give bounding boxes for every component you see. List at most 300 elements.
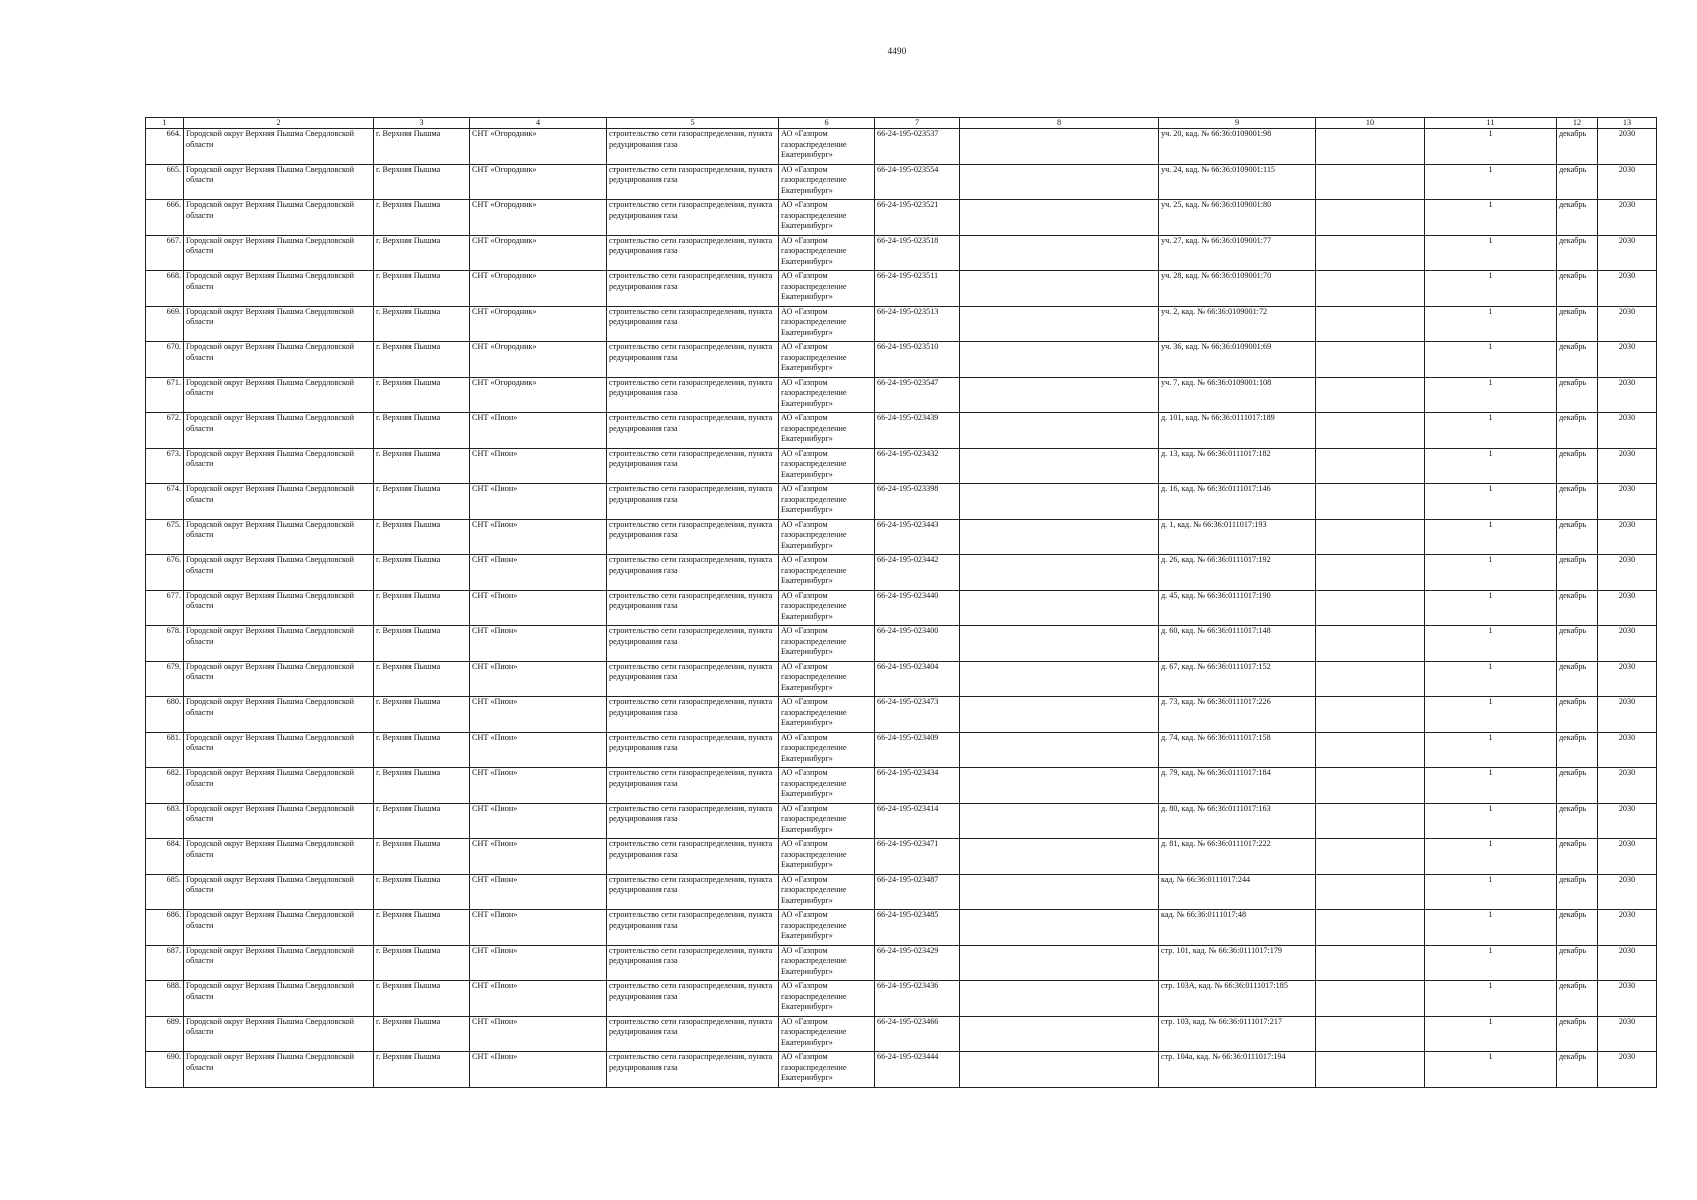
quantity-cell: 1 xyxy=(1425,484,1557,520)
column-header: 11 xyxy=(1425,118,1557,129)
territory-cell: СНТ «Пион» xyxy=(470,839,607,875)
table-row xyxy=(146,306,1657,342)
address-cell: уч. 2, кад. № 66:36:0109001:72 xyxy=(1159,306,1316,342)
registry-code-cell: 66-24-195-023513 xyxy=(875,306,960,342)
municipality-cell: Городской округ Верхняя Пышма Свердловской области xyxy=(184,661,374,697)
column-number-header-row xyxy=(146,118,1657,129)
year-cell: 2030 xyxy=(1598,342,1657,378)
municipality-cell: Городской округ Верхняя Пышма Свердловской области xyxy=(184,200,374,236)
work-description-cell: строительство сети газораспределения, пункта редуцирования газа xyxy=(607,910,779,946)
organization-cell: АО «Газпром газораспределение Екатеринбург» xyxy=(779,839,875,875)
territory-cell: СНТ «Пион» xyxy=(470,484,607,520)
organization-cell: АО «Газпром газораспределение Екатеринбург» xyxy=(779,874,875,910)
year-cell: 2030 xyxy=(1598,519,1657,555)
column-8-cell xyxy=(960,342,1159,378)
column-8-cell xyxy=(960,697,1159,733)
page-number: 4490 xyxy=(887,46,907,56)
address-cell: д. 60, кад. № 66:36:0111017:148 xyxy=(1159,626,1316,662)
territory-cell: СНТ «Пион» xyxy=(470,945,607,981)
municipality-cell: Городской округ Верхняя Пышма Свердловской области xyxy=(184,129,374,165)
year-cell: 2030 xyxy=(1598,768,1657,804)
row-number: 690. xyxy=(146,1052,184,1088)
organization-cell: АО «Газпром газораспределение Екатеринбург» xyxy=(779,1016,875,1052)
month-cell: декабрь xyxy=(1557,448,1598,484)
quantity-cell: 1 xyxy=(1425,555,1557,591)
quantity-cell: 1 xyxy=(1425,129,1557,165)
registry-code-cell: 66-24-195-023434 xyxy=(875,768,960,804)
registry-code-cell: 66-24-195-023511 xyxy=(875,271,960,307)
month-cell: декабрь xyxy=(1557,519,1598,555)
organization-cell: АО «Газпром газораспределение Екатеринбург» xyxy=(779,235,875,271)
registry-code-cell: 66-24-195-023466 xyxy=(875,1016,960,1052)
territory-cell: СНТ «Огородник» xyxy=(470,271,607,307)
registry-code-cell: 66-24-195-023429 xyxy=(875,945,960,981)
row-number: 670. xyxy=(146,342,184,378)
settlement-cell: г. Верхняя Пышма xyxy=(374,519,470,555)
municipality-cell: Городской округ Верхняя Пышма Свердловской области xyxy=(184,981,374,1017)
table-row xyxy=(146,555,1657,591)
column-8-cell xyxy=(960,413,1159,449)
organization-cell: АО «Газпром газораспределение Екатеринбург» xyxy=(779,803,875,839)
month-cell: декабрь xyxy=(1557,910,1598,946)
table-row xyxy=(146,697,1657,733)
month-cell: декабрь xyxy=(1557,626,1598,662)
municipality-cell: Городской округ Верхняя Пышма Свердловской области xyxy=(184,945,374,981)
registry-code-cell: 66-24-195-023432 xyxy=(875,448,960,484)
column-10-cell xyxy=(1316,129,1425,165)
table-row xyxy=(146,874,1657,910)
year-cell: 2030 xyxy=(1598,413,1657,449)
organization-cell: АО «Газпром газораспределение Екатеринбург» xyxy=(779,164,875,200)
territory-cell: СНТ «Пион» xyxy=(470,448,607,484)
work-description-cell: строительство сети газораспределения, пункта редуцирования газа xyxy=(607,555,779,591)
quantity-cell: 1 xyxy=(1425,768,1557,804)
territory-cell: СНТ «Пион» xyxy=(470,697,607,733)
work-description-cell: строительство сети газораспределения, пункта редуцирования газа xyxy=(607,768,779,804)
column-10-cell xyxy=(1316,448,1425,484)
quantity-cell: 1 xyxy=(1425,200,1557,236)
table-row xyxy=(146,590,1657,626)
settlement-cell: г. Верхняя Пышма xyxy=(374,271,470,307)
column-header: 5 xyxy=(607,118,779,129)
row-number: 686. xyxy=(146,910,184,946)
organization-cell: АО «Газпром газораспределение Екатеринбург» xyxy=(779,1052,875,1088)
quantity-cell: 1 xyxy=(1425,306,1557,342)
column-header: 10 xyxy=(1316,118,1425,129)
territory-cell: СНТ «Пион» xyxy=(470,1052,607,1088)
column-10-cell xyxy=(1316,164,1425,200)
organization-cell: АО «Газпром газораспределение Екатеринбург» xyxy=(779,306,875,342)
work-description-cell: строительство сети газораспределения, пункта редуцирования газа xyxy=(607,377,779,413)
address-cell: уч. 25, кад. № 66:36:0109001:80 xyxy=(1159,200,1316,236)
row-number: 676. xyxy=(146,555,184,591)
quantity-cell: 1 xyxy=(1425,377,1557,413)
municipality-cell: Городской округ Верхняя Пышма Свердловской области xyxy=(184,235,374,271)
year-cell: 2030 xyxy=(1598,306,1657,342)
work-description-cell: строительство сети газораспределения, пункта редуцирования газа xyxy=(607,306,779,342)
address-cell: стр. 101, кад. № 66:36:0111017:179 xyxy=(1159,945,1316,981)
quantity-cell: 1 xyxy=(1425,732,1557,768)
organization-cell: АО «Газпром газораспределение Екатеринбург» xyxy=(779,271,875,307)
territory-cell: СНТ «Огородник» xyxy=(470,129,607,165)
year-cell: 2030 xyxy=(1598,377,1657,413)
month-cell: декабрь xyxy=(1557,803,1598,839)
year-cell: 2030 xyxy=(1598,1052,1657,1088)
gasification-schedule-table xyxy=(145,117,1657,1088)
table-row xyxy=(146,839,1657,875)
settlement-cell: г. Верхняя Пышма xyxy=(374,981,470,1017)
municipality-cell: Городской округ Верхняя Пышма Свердловской области xyxy=(184,519,374,555)
row-number: 671. xyxy=(146,377,184,413)
column-header: 8 xyxy=(960,118,1159,129)
registry-code-cell: 66-24-195-023439 xyxy=(875,413,960,449)
territory-cell: СНТ «Пион» xyxy=(470,732,607,768)
organization-cell: АО «Газпром газораспределение Екатеринбург» xyxy=(779,413,875,449)
registry-code-cell: 66-24-195-023398 xyxy=(875,484,960,520)
territory-cell: СНТ «Пион» xyxy=(470,981,607,1017)
work-description-cell: строительство сети газораспределения, пункта редуцирования газа xyxy=(607,129,779,165)
work-description-cell: строительство сети газораспределения, пункта редуцирования газа xyxy=(607,839,779,875)
registry-code-cell: 66-24-195-023547 xyxy=(875,377,960,413)
registry-code-cell: 66-24-195-023473 xyxy=(875,697,960,733)
work-description-cell: строительство сети газораспределения, пункта редуцирования газа xyxy=(607,342,779,378)
column-10-cell xyxy=(1316,342,1425,378)
row-number: 673. xyxy=(146,448,184,484)
work-description-cell: строительство сети газораспределения, пункта редуцирования газа xyxy=(607,590,779,626)
month-cell: декабрь xyxy=(1557,590,1598,626)
column-10-cell xyxy=(1316,803,1425,839)
address-cell: д. 74, кад. № 66:36:0111017:158 xyxy=(1159,732,1316,768)
municipality-cell: Городской округ Верхняя Пышма Свердловской области xyxy=(184,768,374,804)
year-cell: 2030 xyxy=(1598,803,1657,839)
table-row xyxy=(146,342,1657,378)
registry-code-cell: 66-24-195-023518 xyxy=(875,235,960,271)
table-body xyxy=(146,129,1657,1088)
table-row xyxy=(146,768,1657,804)
work-description-cell: строительство сети газораспределения, пункта редуцирования газа xyxy=(607,697,779,733)
row-number: 680. xyxy=(146,697,184,733)
year-cell: 2030 xyxy=(1598,661,1657,697)
year-cell: 2030 xyxy=(1598,200,1657,236)
month-cell: декабрь xyxy=(1557,377,1598,413)
address-cell: стр. 103, кад. № 66:36:0111017:217 xyxy=(1159,1016,1316,1052)
territory-cell: СНТ «Пион» xyxy=(470,910,607,946)
month-cell: декабрь xyxy=(1557,484,1598,520)
column-10-cell xyxy=(1316,768,1425,804)
column-8-cell xyxy=(960,129,1159,165)
year-cell: 2030 xyxy=(1598,484,1657,520)
table-row xyxy=(146,448,1657,484)
address-cell: д. 79, кад. № 66:36:0111017:184 xyxy=(1159,768,1316,804)
work-description-cell: строительство сети газораспределения, пункта редуцирования газа xyxy=(607,235,779,271)
row-number: 677. xyxy=(146,590,184,626)
organization-cell: АО «Газпром газораспределение Екатеринбург» xyxy=(779,661,875,697)
column-10-cell xyxy=(1316,271,1425,307)
column-10-cell xyxy=(1316,484,1425,520)
settlement-cell: г. Верхняя Пышма xyxy=(374,945,470,981)
registry-code-cell: 66-24-195-023409 xyxy=(875,732,960,768)
municipality-cell: Городской округ Верхняя Пышма Свердловской области xyxy=(184,839,374,875)
registry-code-cell: 66-24-195-023404 xyxy=(875,661,960,697)
organization-cell: АО «Газпром газораспределение Екатеринбург» xyxy=(779,555,875,591)
address-cell: д. 26, кад. № 66:36:0111017:192 xyxy=(1159,555,1316,591)
column-8-cell xyxy=(960,910,1159,946)
column-8-cell xyxy=(960,626,1159,662)
settlement-cell: г. Верхняя Пышма xyxy=(374,732,470,768)
work-description-cell: строительство сети газораспределения, пункта редуцирования газа xyxy=(607,448,779,484)
quantity-cell: 1 xyxy=(1425,697,1557,733)
quantity-cell: 1 xyxy=(1425,448,1557,484)
settlement-cell: г. Верхняя Пышма xyxy=(374,626,470,662)
quantity-cell: 1 xyxy=(1425,271,1557,307)
municipality-cell: Городской округ Верхняя Пышма Свердловской области xyxy=(184,306,374,342)
municipality-cell: Городской округ Верхняя Пышма Свердловской области xyxy=(184,413,374,449)
month-cell: декабрь xyxy=(1557,200,1598,236)
address-cell: д. 45, кад. № 66:36:0111017:190 xyxy=(1159,590,1316,626)
month-cell: декабрь xyxy=(1557,697,1598,733)
table-row xyxy=(146,200,1657,236)
registry-code-cell: 66-24-195-023510 xyxy=(875,342,960,378)
column-8-cell xyxy=(960,768,1159,804)
organization-cell: АО «Газпром газораспределение Екатеринбург» xyxy=(779,590,875,626)
table-row xyxy=(146,1052,1657,1088)
address-cell: кад. № 66:36:0111017:48 xyxy=(1159,910,1316,946)
column-10-cell xyxy=(1316,945,1425,981)
row-number: 681. xyxy=(146,732,184,768)
quantity-cell: 1 xyxy=(1425,164,1557,200)
registry-code-cell: 66-24-195-023521 xyxy=(875,200,960,236)
row-number: 683. xyxy=(146,803,184,839)
settlement-cell: г. Верхняя Пышма xyxy=(374,555,470,591)
month-cell: декабрь xyxy=(1557,235,1598,271)
registry-code-cell: 66-24-195-023400 xyxy=(875,626,960,662)
row-number: 669. xyxy=(146,306,184,342)
municipality-cell: Городской округ Верхняя Пышма Свердловской области xyxy=(184,1016,374,1052)
address-cell: д. 101, кад. № 66:36:0111017:189 xyxy=(1159,413,1316,449)
territory-cell: СНТ «Огородник» xyxy=(470,342,607,378)
row-number: 679. xyxy=(146,661,184,697)
address-cell: д. 1, кад. № 66:36:0111017:193 xyxy=(1159,519,1316,555)
settlement-cell: г. Верхняя Пышма xyxy=(374,129,470,165)
territory-cell: СНТ «Пион» xyxy=(470,768,607,804)
municipality-cell: Городской округ Верхняя Пышма Свердловской области xyxy=(184,555,374,591)
organization-cell: АО «Газпром газораспределение Екатеринбург» xyxy=(779,981,875,1017)
settlement-cell: г. Верхняя Пышма xyxy=(374,1052,470,1088)
table-row xyxy=(146,484,1657,520)
month-cell: декабрь xyxy=(1557,129,1598,165)
month-cell: декабрь xyxy=(1557,945,1598,981)
settlement-cell: г. Верхняя Пышма xyxy=(374,342,470,378)
territory-cell: СНТ «Пион» xyxy=(470,1016,607,1052)
registry-code-cell: 66-24-195-023436 xyxy=(875,981,960,1017)
month-cell: декабрь xyxy=(1557,413,1598,449)
address-cell: стр. 104а, кад. № 66:36:0111017:194 xyxy=(1159,1052,1316,1088)
work-description-cell: строительство сети газораспределения, пункта редуцирования газа xyxy=(607,981,779,1017)
municipality-cell: Городской округ Верхняя Пышма Свердловской области xyxy=(184,803,374,839)
quantity-cell: 1 xyxy=(1425,981,1557,1017)
year-cell: 2030 xyxy=(1598,590,1657,626)
organization-cell: АО «Газпром газораспределение Екатеринбург» xyxy=(779,377,875,413)
row-number: 675. xyxy=(146,519,184,555)
column-8-cell xyxy=(960,164,1159,200)
quantity-cell: 1 xyxy=(1425,839,1557,875)
column-10-cell xyxy=(1316,519,1425,555)
month-cell: декабрь xyxy=(1557,555,1598,591)
table-row xyxy=(146,413,1657,449)
month-cell: декабрь xyxy=(1557,271,1598,307)
settlement-cell: г. Верхняя Пышма xyxy=(374,1016,470,1052)
year-cell: 2030 xyxy=(1598,945,1657,981)
quantity-cell: 1 xyxy=(1425,590,1557,626)
month-cell: декабрь xyxy=(1557,164,1598,200)
settlement-cell: г. Верхняя Пышма xyxy=(374,661,470,697)
column-8-cell xyxy=(960,590,1159,626)
address-cell: уч. 20, кад. № 66:36:0109001:98 xyxy=(1159,129,1316,165)
address-cell: уч. 28, кад. № 66:36:0109001:70 xyxy=(1159,271,1316,307)
column-8-cell xyxy=(960,1052,1159,1088)
address-cell: д. 13, кад. № 66:36:0111017:182 xyxy=(1159,448,1316,484)
settlement-cell: г. Верхняя Пышма xyxy=(374,590,470,626)
table-row xyxy=(146,129,1657,165)
column-10-cell xyxy=(1316,1052,1425,1088)
column-8-cell xyxy=(960,732,1159,768)
quantity-cell: 1 xyxy=(1425,342,1557,378)
organization-cell: АО «Газпром газораспределение Екатеринбург» xyxy=(779,484,875,520)
organization-cell: АО «Газпром газораспределение Екатеринбург» xyxy=(779,768,875,804)
month-cell: декабрь xyxy=(1557,874,1598,910)
organization-cell: АО «Газпром газораспределение Екатеринбург» xyxy=(779,732,875,768)
organization-cell: АО «Газпром газораспределение Екатеринбург» xyxy=(779,626,875,662)
address-cell: д. 73, кад. № 66:36:0111017:226 xyxy=(1159,697,1316,733)
registry-code-cell: 66-24-195-023485 xyxy=(875,910,960,946)
column-8-cell xyxy=(960,448,1159,484)
row-number: 688. xyxy=(146,981,184,1017)
column-8-cell xyxy=(960,235,1159,271)
year-cell: 2030 xyxy=(1598,874,1657,910)
column-10-cell xyxy=(1316,732,1425,768)
column-header: 7 xyxy=(875,118,960,129)
row-number: 689. xyxy=(146,1016,184,1052)
row-number: 668. xyxy=(146,271,184,307)
column-8-cell xyxy=(960,839,1159,875)
year-cell: 2030 xyxy=(1598,235,1657,271)
municipality-cell: Городской округ Верхняя Пышма Свердловской области xyxy=(184,910,374,946)
address-cell: кад. № 66:36:0111017:244 xyxy=(1159,874,1316,910)
quantity-cell: 1 xyxy=(1425,945,1557,981)
table-row xyxy=(146,626,1657,662)
column-10-cell xyxy=(1316,555,1425,591)
municipality-cell: Городской округ Верхняя Пышма Свердловской области xyxy=(184,484,374,520)
quantity-cell: 1 xyxy=(1425,626,1557,662)
table-row xyxy=(146,803,1657,839)
municipality-cell: Городской округ Верхняя Пышма Свердловской области xyxy=(184,271,374,307)
municipality-cell: Городской округ Верхняя Пышма Свердловской области xyxy=(184,164,374,200)
column-10-cell xyxy=(1316,235,1425,271)
settlement-cell: г. Верхняя Пышма xyxy=(374,306,470,342)
year-cell: 2030 xyxy=(1598,271,1657,307)
quantity-cell: 1 xyxy=(1425,235,1557,271)
settlement-cell: г. Верхняя Пышма xyxy=(374,768,470,804)
column-header: 9 xyxy=(1159,118,1316,129)
month-cell: декабрь xyxy=(1557,342,1598,378)
year-cell: 2030 xyxy=(1598,839,1657,875)
column-10-cell xyxy=(1316,910,1425,946)
column-10-cell xyxy=(1316,697,1425,733)
column-10-cell xyxy=(1316,590,1425,626)
column-8-cell xyxy=(960,306,1159,342)
organization-cell: АО «Газпром газораспределение Екатеринбург» xyxy=(779,697,875,733)
row-number: 674. xyxy=(146,484,184,520)
quantity-cell: 1 xyxy=(1425,1016,1557,1052)
quantity-cell: 1 xyxy=(1425,910,1557,946)
month-cell: декабрь xyxy=(1557,661,1598,697)
settlement-cell: г. Верхняя Пышма xyxy=(374,164,470,200)
work-description-cell: строительство сети газораспределения, пункта редуцирования газа xyxy=(607,732,779,768)
column-header: 4 xyxy=(470,118,607,129)
table-row xyxy=(146,661,1657,697)
quantity-cell: 1 xyxy=(1425,519,1557,555)
organization-cell: АО «Газпром газораспределение Екатеринбург» xyxy=(779,129,875,165)
territory-cell: СНТ «Огородник» xyxy=(470,164,607,200)
territory-cell: СНТ «Пион» xyxy=(470,626,607,662)
table-row xyxy=(146,1016,1657,1052)
row-number: 666. xyxy=(146,200,184,236)
work-description-cell: строительство сети газораспределения, пункта редуцирования газа xyxy=(607,874,779,910)
column-8-cell xyxy=(960,377,1159,413)
year-cell: 2030 xyxy=(1598,1016,1657,1052)
month-cell: декабрь xyxy=(1557,839,1598,875)
settlement-cell: г. Верхняя Пышма xyxy=(374,413,470,449)
territory-cell: СНТ «Пион» xyxy=(470,661,607,697)
registry-code-cell: 66-24-195-023414 xyxy=(875,803,960,839)
table-row xyxy=(146,271,1657,307)
column-10-cell xyxy=(1316,626,1425,662)
municipality-cell: Городской округ Верхняя Пышма Свердловской области xyxy=(184,626,374,662)
quantity-cell: 1 xyxy=(1425,413,1557,449)
work-description-cell: строительство сети газораспределения, пункта редуцирования газа xyxy=(607,164,779,200)
column-10-cell xyxy=(1316,874,1425,910)
table-row xyxy=(146,235,1657,271)
territory-cell: СНТ «Огородник» xyxy=(470,377,607,413)
territory-cell: СНТ «Пион» xyxy=(470,519,607,555)
address-cell: уч. 27, кад. № 66:36:0109001:77 xyxy=(1159,235,1316,271)
territory-cell: СНТ «Пион» xyxy=(470,555,607,591)
municipality-cell: Городской округ Верхняя Пышма Свердловской области xyxy=(184,1052,374,1088)
column-header: 13 xyxy=(1598,118,1657,129)
settlement-cell: г. Верхняя Пышма xyxy=(374,200,470,236)
column-header: 6 xyxy=(779,118,875,129)
row-number: 667. xyxy=(146,235,184,271)
table-row xyxy=(146,981,1657,1017)
address-cell: стр. 103А, кад. № 66:36:0111017:185 xyxy=(1159,981,1316,1017)
organization-cell: АО «Газпром газораспределение Екатеринбург» xyxy=(779,200,875,236)
territory-cell: СНТ «Пион» xyxy=(470,803,607,839)
registry-code-cell: 66-24-195-023471 xyxy=(875,839,960,875)
column-10-cell xyxy=(1316,1016,1425,1052)
table-row xyxy=(146,910,1657,946)
year-cell: 2030 xyxy=(1598,910,1657,946)
address-cell: д. 67, кад. № 66:36:0111017:152 xyxy=(1159,661,1316,697)
address-cell: д. 81, кад. № 66:36:0111017:222 xyxy=(1159,839,1316,875)
row-number: 685. xyxy=(146,874,184,910)
municipality-cell: Городской округ Верхняя Пышма Свердловской области xyxy=(184,342,374,378)
column-8-cell xyxy=(960,555,1159,591)
territory-cell: СНТ «Огородник» xyxy=(470,306,607,342)
month-cell: декабрь xyxy=(1557,732,1598,768)
row-number: 665. xyxy=(146,164,184,200)
address-cell: д. 80, кад. № 66:36:0111017:163 xyxy=(1159,803,1316,839)
municipality-cell: Городской округ Верхняя Пышма Свердловской области xyxy=(184,590,374,626)
